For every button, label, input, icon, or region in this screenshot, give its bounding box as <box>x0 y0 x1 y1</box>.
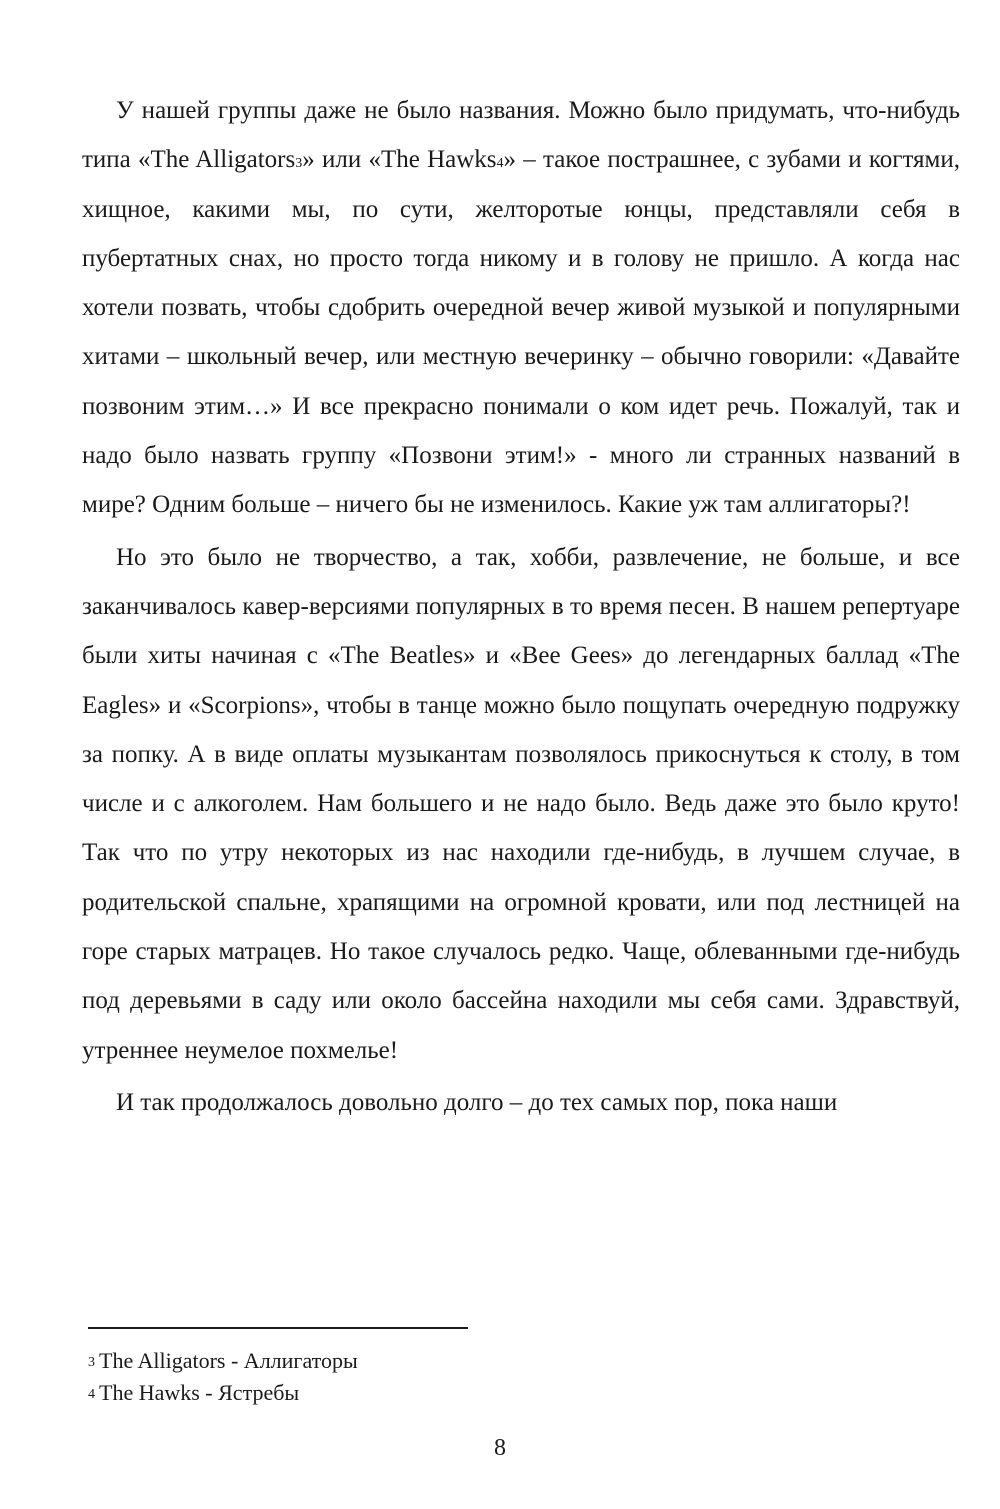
footnote <box>88 1345 948 1377</box>
paragraph <box>82 86 960 530</box>
paragraph: И так продолжалось довольно долго – до тех самых пор, пока наши <box>116 1088 838 1116</box>
main-text <box>82 86 960 1127</box>
paragraph-text: У нашей группы даже не было названия. Можно было придумать, что-нибудь типа «The Alligators <box>82 97 960 174</box>
footnote-text: The Hawks - Ястребы <box>99 1380 300 1405</box>
page-number: 8 <box>494 1435 506 1461</box>
paragraph-text: » – такое пострашнее, с зубами и когтями, хищное, какими мы, по сути, желторотые юнцы, представляли себя в пубертатных снах, но просто тогда никому и в голову не пришло. А когда нас хотели позвать, чтобы сдобрить очередной вечер живой музыкой и популярными хитами – школьный вечер, или местную вечеринку – обычно говорили: «Давайте позвоним этим…» И все прекрасно понимали о ком идет речь. Пожалуй, так и надо было назвать группу «Позвони этим!» - много ли странных названий в мире? Одним больше – ничего бы не изменилось. Какие уж там аллигаторы?! <box>82 146 960 519</box>
paragraph: Но это было не творчество, а так, хобби, развлечение, не больше, и все заканчивалось кавер-версиями популярных в то время песен. В нашем репертуаре были хиты начиная с «The Beatles» и «Bee Gees» до легендарных баллад «The Eagles» и «Scorpions», чтобы в танце можно было пощупать очередную подружку за попку. А в виде оплаты музыкантам позволялось прикоснуться к столу, в том числе и с алкоголем. Нам большего и не надо было. Ведь даже это было круто! Так что по утру некоторых из нас находили где-нибудь, в лучшем случае, в родительской спальне, храпящими на огромной кровати, или под лестницей на горе старых матрацев. Но такое случалось редко. Чаще, облеванными где-нибудь под деревьями в саду или около бассейна находили мы себя сами. Здравствуй, утреннее неумелое похмелье! <box>82 543 960 1064</box>
footnote-ref: 3 <box>295 156 303 172</box>
footnote-divider <box>88 1327 468 1329</box>
footnote-number: 3 <box>88 1355 95 1370</box>
footnote-number: 4 <box>88 1387 95 1402</box>
footnote <box>88 1377 948 1409</box>
footnote-ref: 4 <box>496 156 504 172</box>
paragraph-text: » или «The Hawks <box>302 146 497 174</box>
footnote-text: The Alligators - Аллигаторы <box>99 1348 358 1373</box>
footnotes <box>88 1345 948 1409</box>
